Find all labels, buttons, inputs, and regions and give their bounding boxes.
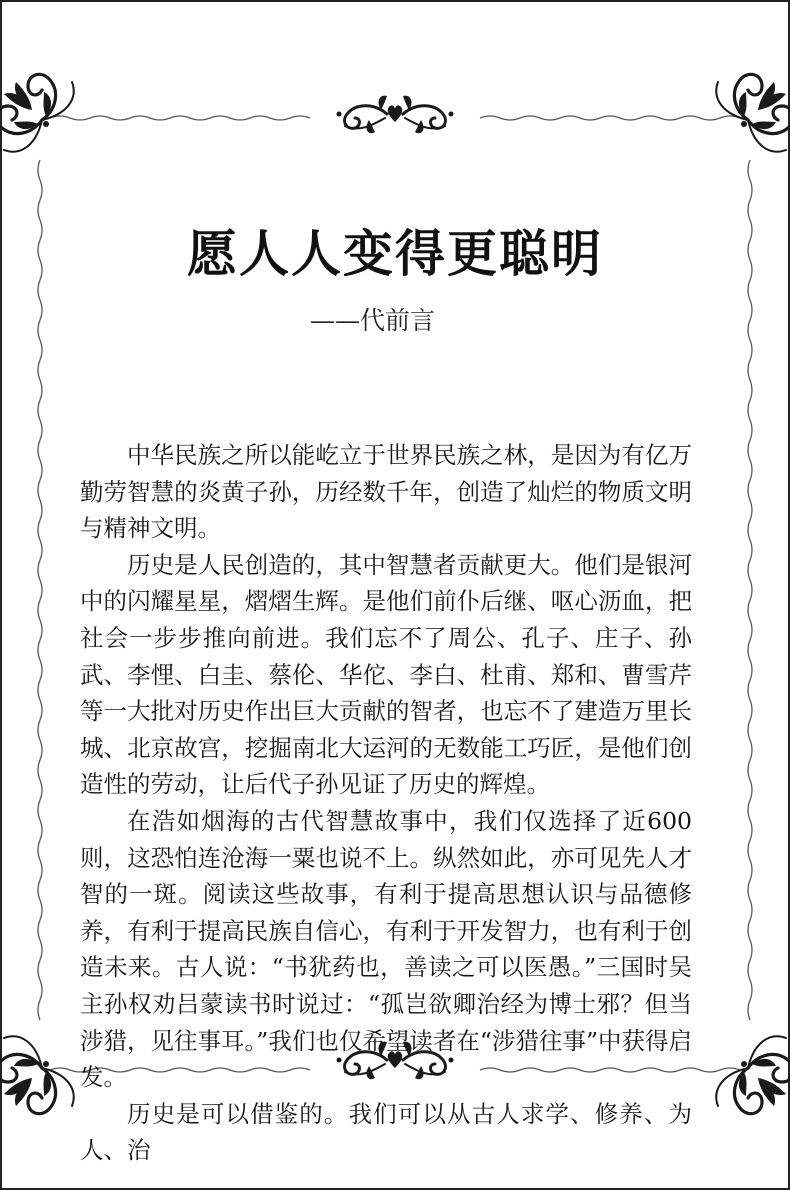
paragraph: 历史是人民创造的，其中智慧者贡献更大。他们是银河中的闪耀星星，熠熠生辉。是他们前仆后继、呕心沥血，把社会一步步推向前进。我们忘不了周公、孔子、庄子、孙武、李悝、白圭、蔡伦、华佗、李白、杜甫、郑和、曹雪芹等一大批对历史作出巨大贡献的智者，也忘不了建造万里长城、北京故宫，挖掘南北大运河的无数能工巧匠，是他们创造性的劳动，让后代子孙见证了历史的辉煌。 [80, 550, 692, 799]
paragraph: 中华民族之所以能屹立于世界民族之林，是因为有亿万勤劳智慧的炎黄子孙，历经数千年，创造了灿烂的物质文明与精神文明。 [80, 441, 692, 543]
flourish-corner-icon-top-left [0, 74, 74, 151]
page-title: 愿人人变得更聪明 [187, 225, 603, 283]
paragraph: 历史是可以借鉴的。我们可以从古人求学、修养、为人、治 [80, 1099, 692, 1165]
body-text [80, 437, 692, 1169]
flourish-corner-icon-bottom-right [716, 1036, 790, 1113]
paragraph: 在浩如烟海的古代智慧故事中，我们仅选择了近600则，这恐怕连沧海一粟也说不上。纵然如此，亦可见先人才智的一斑。阅读这些故事，有利于提高思想认识与品德修养，有利于提高民族自信心，有利于开发智力，也有利于创造未来。古人说：“书犹药也，善读之可以医愚。”三国时吴主孙权劝吕蒙读书时说过：“孤岂欲卿治经为博士邪？但当涉猎，见往事耳。”我们也仅希望读者在“涉猎往事”中获得启发。 [80, 806, 692, 1092]
page-subtitle: ——代前言 [310, 306, 436, 335]
flourish-corner-icon-bottom-left [0, 1036, 74, 1113]
flourish-corner-icon-top-right [716, 74, 790, 151]
flourish-heart-icon-top [337, 96, 454, 134]
